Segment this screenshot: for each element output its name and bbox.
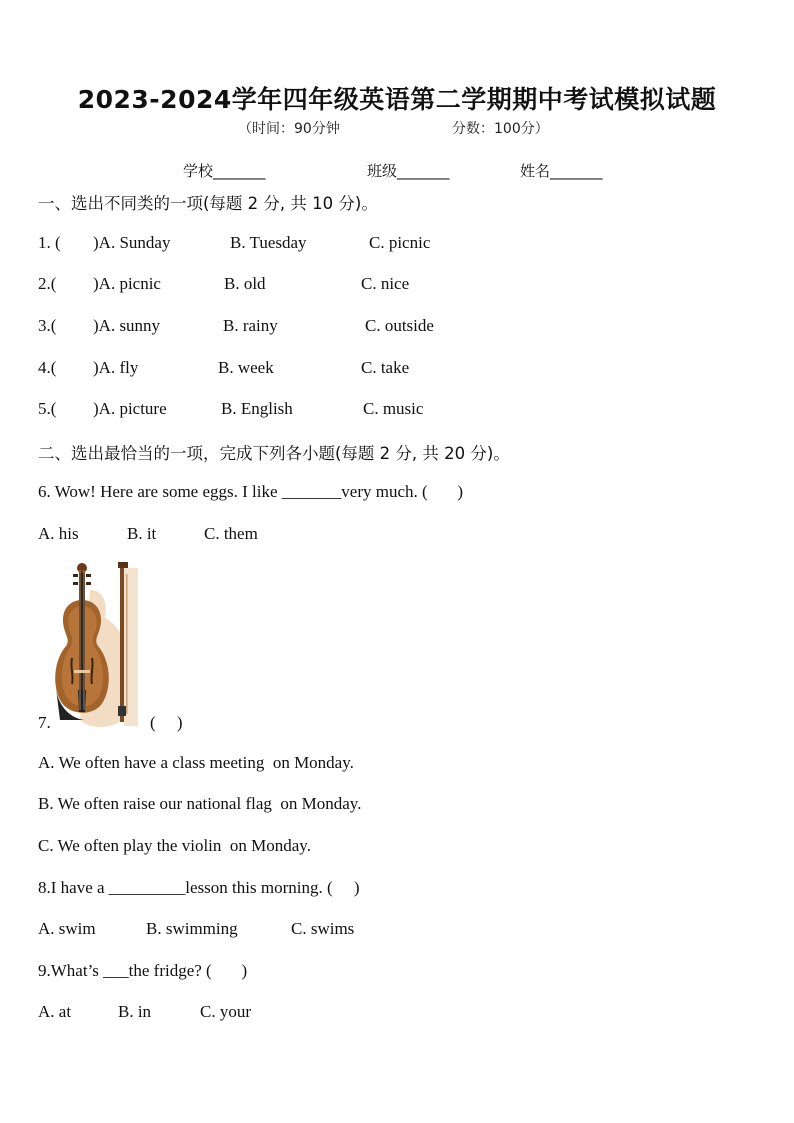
q8-option-a: A. swim: [38, 919, 96, 938]
q3-option-c: C. outside: [365, 316, 434, 335]
q6-option-a: A. his: [38, 524, 79, 543]
q5-option-b: B. English: [221, 399, 293, 418]
q6-stem: 6. Wow! Here are some eggs. I like _______very much. ( ): [38, 482, 464, 501]
q9-stem: 9.What’s ___the fridge? ( ): [38, 961, 248, 980]
q2-option-c: C. nice: [361, 274, 410, 293]
q3-number: 3.(: [38, 316, 57, 335]
q6-option-c: C. them: [204, 524, 258, 543]
q7-option-b: B. We often raise our national flag on Monday.: [38, 794, 362, 813]
q4-option-c: C. take: [361, 358, 410, 377]
q5-option-a: )A. picture: [93, 399, 167, 418]
q7-option-a: A. We often have a class meeting on Monday.: [38, 753, 354, 772]
q3-option-a: )A. sunny: [93, 316, 161, 335]
q9-option-a: A. at: [38, 1002, 72, 1021]
q8-stem: 8.I have a _________lesson this morning. ( ): [38, 878, 360, 897]
q4-number: 4.(: [38, 358, 57, 377]
section1-heading: 一、选出不同类的一项(每题 2 分, 共 10 分)。: [38, 194, 378, 213]
q1-number: 1. (: [38, 233, 61, 252]
q1-option-c: C. picnic: [369, 233, 431, 252]
page-title: 2023-2024学年四年级英语第二学期期中考试模拟试题: [77, 85, 717, 114]
name-field: 姓名_______: [520, 162, 603, 180]
section2-heading: 二、选出最恰当的一项，完成下列各小题(每题 2 分, 共 20 分)。: [38, 444, 510, 463]
school-field: 学校_______: [183, 162, 266, 180]
q4-option-a: )A. fly: [93, 358, 139, 377]
q7-answer-paren: ( ): [150, 713, 183, 732]
q9-option-b: B. in: [118, 1002, 152, 1021]
q7-number: 7.: [38, 713, 51, 732]
q2-option-b: B. old: [224, 274, 266, 293]
violin-image: [50, 560, 146, 730]
q7-option-c: C. We often play the violin on Monday.: [38, 836, 311, 855]
q1-option-a: )A. Sunday: [93, 233, 171, 252]
q1-option-b: B. Tuesday: [230, 233, 307, 252]
q6-option-b: B. it: [127, 524, 157, 543]
exam-score: 分数：100分）: [452, 121, 549, 137]
q5-option-c: C. music: [363, 399, 424, 418]
exam-time: （时间：90分钟: [238, 121, 340, 137]
q2-number: 2.(: [38, 274, 57, 293]
class-field: 班级_______: [367, 162, 450, 180]
q2-option-a: )A. picnic: [93, 274, 161, 293]
q8-option-c: C. swims: [291, 919, 355, 938]
q4-option-b: B. week: [218, 358, 274, 377]
q8-option-b: B. swimming: [146, 919, 238, 938]
q5-number: 5.(: [38, 399, 57, 418]
q9-option-c: C. your: [200, 1002, 251, 1021]
q3-option-b: B. rainy: [223, 316, 278, 335]
